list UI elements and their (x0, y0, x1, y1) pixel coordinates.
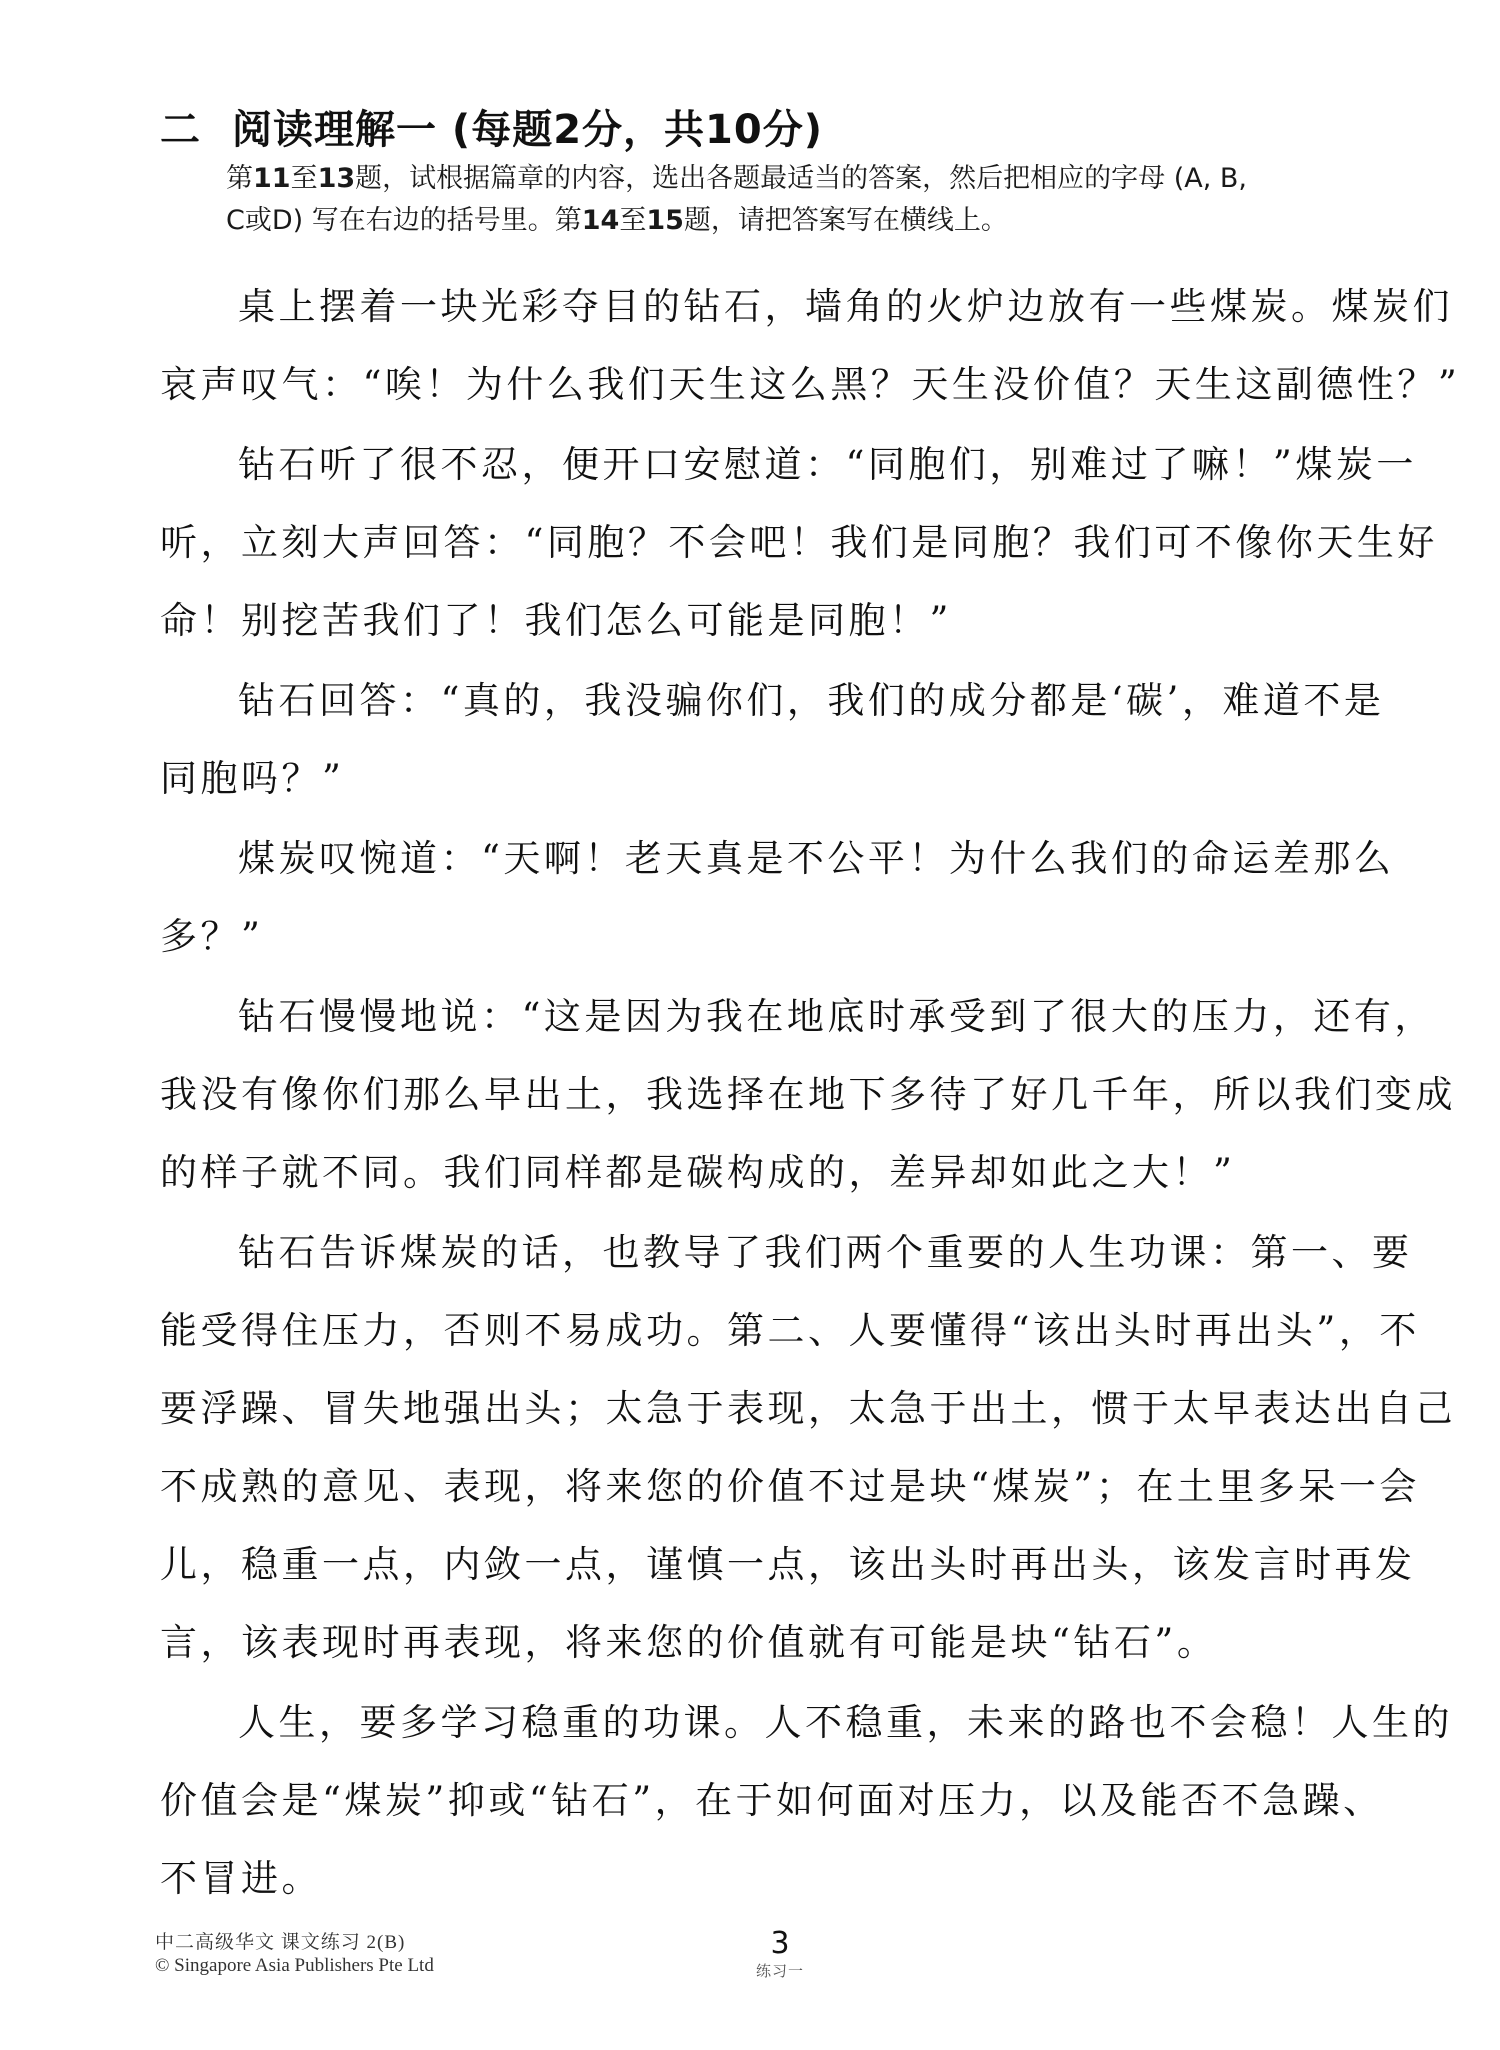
instructions (226, 158, 1446, 242)
passage-line: 多？” (160, 915, 264, 958)
passage-line: 钻石回答：“真的，我没骗你们，我们的成分都是‘碳’，难道不是 (238, 679, 1385, 722)
passage-line: 儿，稳重一点，内敛一点，谨慎一点，该出头时再出头，该发言时再发 (160, 1543, 1416, 1586)
passage-line: 哀声叹气：“唉！为什么我们天生这么黑？天生没价值？天生这副德性？” (160, 363, 1461, 406)
exercise-label: 练习一 (755, 1962, 804, 1980)
footer-page-info (740, 1928, 820, 1982)
footer-publisher (155, 1932, 434, 1978)
section-number: 二 (160, 107, 201, 153)
passage-line: 钻石听了很不忍，便开口安慰道：“同胞们，别难过了嘛！”煤炭一 (238, 443, 1417, 486)
passage-line: 要浮躁、冒失地强出头；太急于表现，太急于出土，惯于太早表达出自己 (160, 1387, 1456, 1430)
section-heading (160, 98, 823, 155)
passage-line: 听，立刻大声回答：“同胞？不会吧！我们是同胞？我们可不像你天生好 (160, 521, 1438, 564)
instruction-line-2: C或D) 写在右边的括号里。第14至15题，请把答案写在横线上。 (226, 205, 1008, 236)
section-title: 阅读理解一 (每题2分，共10分) (232, 107, 823, 153)
series-title: 中二高级华文 课文练习 2(B) (155, 1932, 406, 1953)
passage-line: 我没有像你们那么早出土，我选择在地下多待了好几千年，所以我们变成 (160, 1073, 1456, 1116)
passage-line: 人生，要多学习稳重的功课。人不稳重，未来的路也不会稳！人生的 (238, 1701, 1453, 1744)
passage-line: 言，该表现时再表现，将来您的价值就有可能是块“钻石”。 (160, 1621, 1218, 1664)
passage-line: 不成熟的意见、表现，将来您的价值不过是块“煤炭”；在土里多呆一会 (160, 1465, 1420, 1508)
passage-line: 钻石告诉煤炭的话，也教导了我们两个重要的人生功课：第一、要 (238, 1231, 1413, 1274)
passage-line: 煤炭叹惋道：“天啊！老天真是不公平！为什么我们的命运差那么 (238, 837, 1395, 880)
copyright-notice: © Singapore Asia Publishers Pte Ltd (155, 1955, 434, 1976)
passage-line: 价值会是“煤炭”抑或“钻石”，在于如何面对压力，以及能否不急躁、 (160, 1779, 1384, 1822)
page-number: 3 (770, 1926, 790, 1961)
passage-line: 不冒进。 (160, 1857, 322, 1900)
passage-line: 的样子就不同。我们同样都是碳构成的，差异却如此之大！” (160, 1151, 1236, 1194)
passage-line: 能受得住压力，否则不易成功。第二、人要懂得“该出头时再出头”，不 (160, 1309, 1420, 1352)
instruction-line-1: 第11至13题，试根据篇章的内容，选出各题最适当的答案，然后把相应的字母 (A, B, (226, 163, 1248, 194)
passage-line: 桌上摆着一块光彩夺目的钻石，墙角的火炉边放有一些煤炭。煤炭们 (238, 285, 1453, 328)
passage-line: 命！别挖苦我们了！我们怎么可能是同胞！” (160, 599, 952, 642)
passage-line: 钻石慢慢地说：“这是因为我在地底时承受到了很大的压力，还有， (238, 995, 1435, 1038)
passage-line: 同胞吗？” (160, 757, 345, 800)
